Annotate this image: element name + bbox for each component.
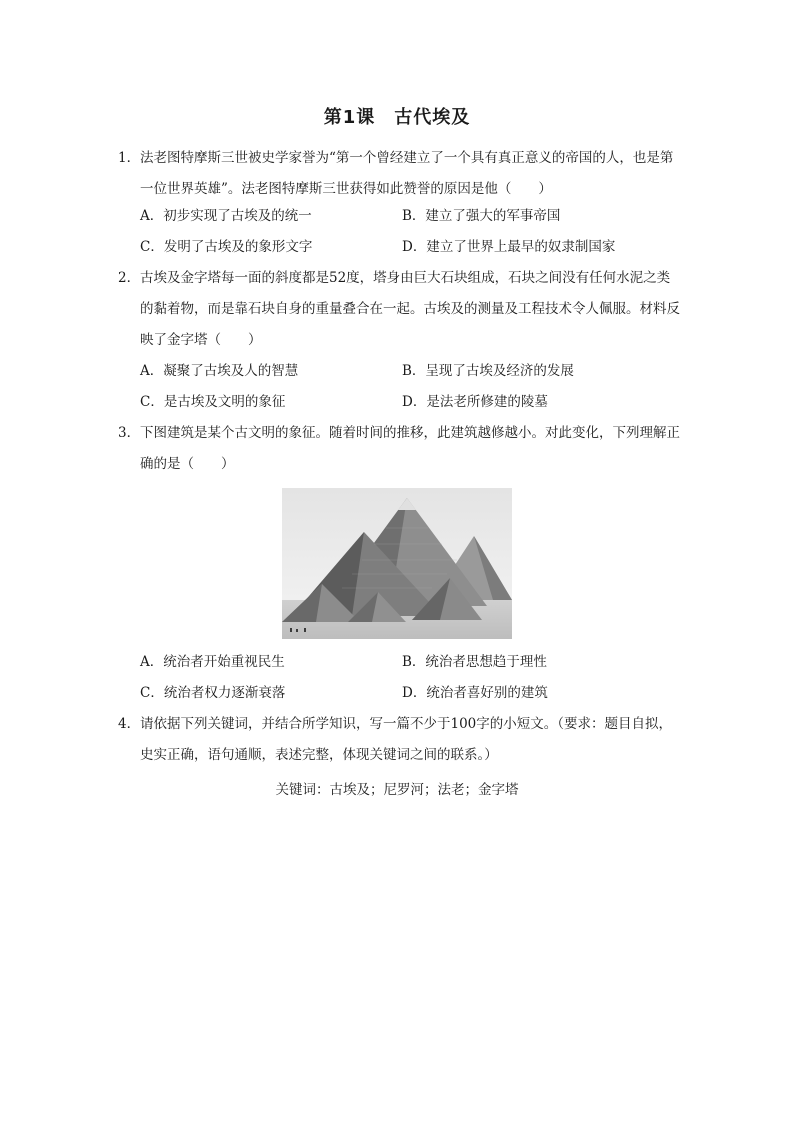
option-a[interactable]: A．凝聚了古埃及人的智慧 [140,363,299,379]
question-3-options [140,647,680,709]
option-a[interactable]: A．统治者开始重视民生 [140,654,285,670]
option-d[interactable]: D．是法老所修建的陵墓 [402,394,548,410]
option-c[interactable]: C．发明了古埃及的象形文字 [140,239,313,255]
option-c[interactable]: C．是古埃及文明的象征 [140,394,286,410]
question-number: 2． [118,270,141,286]
keywords-line: 关键词：古埃及；尼罗河；法老；金字塔 [275,782,519,798]
question-3 [118,418,680,480]
option-d[interactable]: D．建立了世界上最早的奴隶制国家 [402,239,616,255]
question-2-options [140,356,680,418]
question-text: 法老图特摩斯三世被史学家誉为“第一个曾经建立了一个具有真正意义的帝国的人，也是第一位世界英雄”。法老图特摩斯三世获得如此赞誉的原因是他（ ） [140,150,674,197]
question-1-options [140,201,680,263]
pyramids-photo [282,488,512,639]
question-1 [118,143,680,205]
lesson-title: 第1课 古代埃及 [323,107,471,128]
question-number: 4． [118,716,141,732]
question-2 [118,263,680,356]
option-a[interactable]: A．初步实现了古埃及的统一 [140,208,312,224]
option-c[interactable]: C．统治者权力逐渐衰落 [140,685,286,701]
question-text: 古埃及金字塔每一面的斜度都是52度，塔身由巨大石块组成，石块之间没有任何水泥之类的黏着物，而是靠石块自身的重量叠合在一起。古埃及的测量及工程技术令人佩服。材料反映了金字塔（ ） [140,270,680,348]
option-b[interactable]: B．建立了强大的军事帝国 [402,208,561,224]
option-b[interactable]: B．呈现了古埃及经济的发展 [402,363,574,379]
question-number: 1． [118,150,141,166]
question-number: 3． [118,425,141,441]
question-text: 请依据下列关键词，并结合所学知识，写一篇不少于100字的小短文。（要求：题目自拟，史实正确，语句通顺，表述完整，体现关键词之间的联系。） [140,716,673,763]
option-b[interactable]: B．统治者思想趋于理性 [402,654,547,670]
question-4 [118,709,680,771]
option-d[interactable]: D．统治者喜好别的建筑 [402,685,548,701]
question-text: 下图建筑是某个古文明的象征。随着时间的推移，此建筑越修越小。对此变化，下列理解正确的是（ ） [140,425,680,472]
